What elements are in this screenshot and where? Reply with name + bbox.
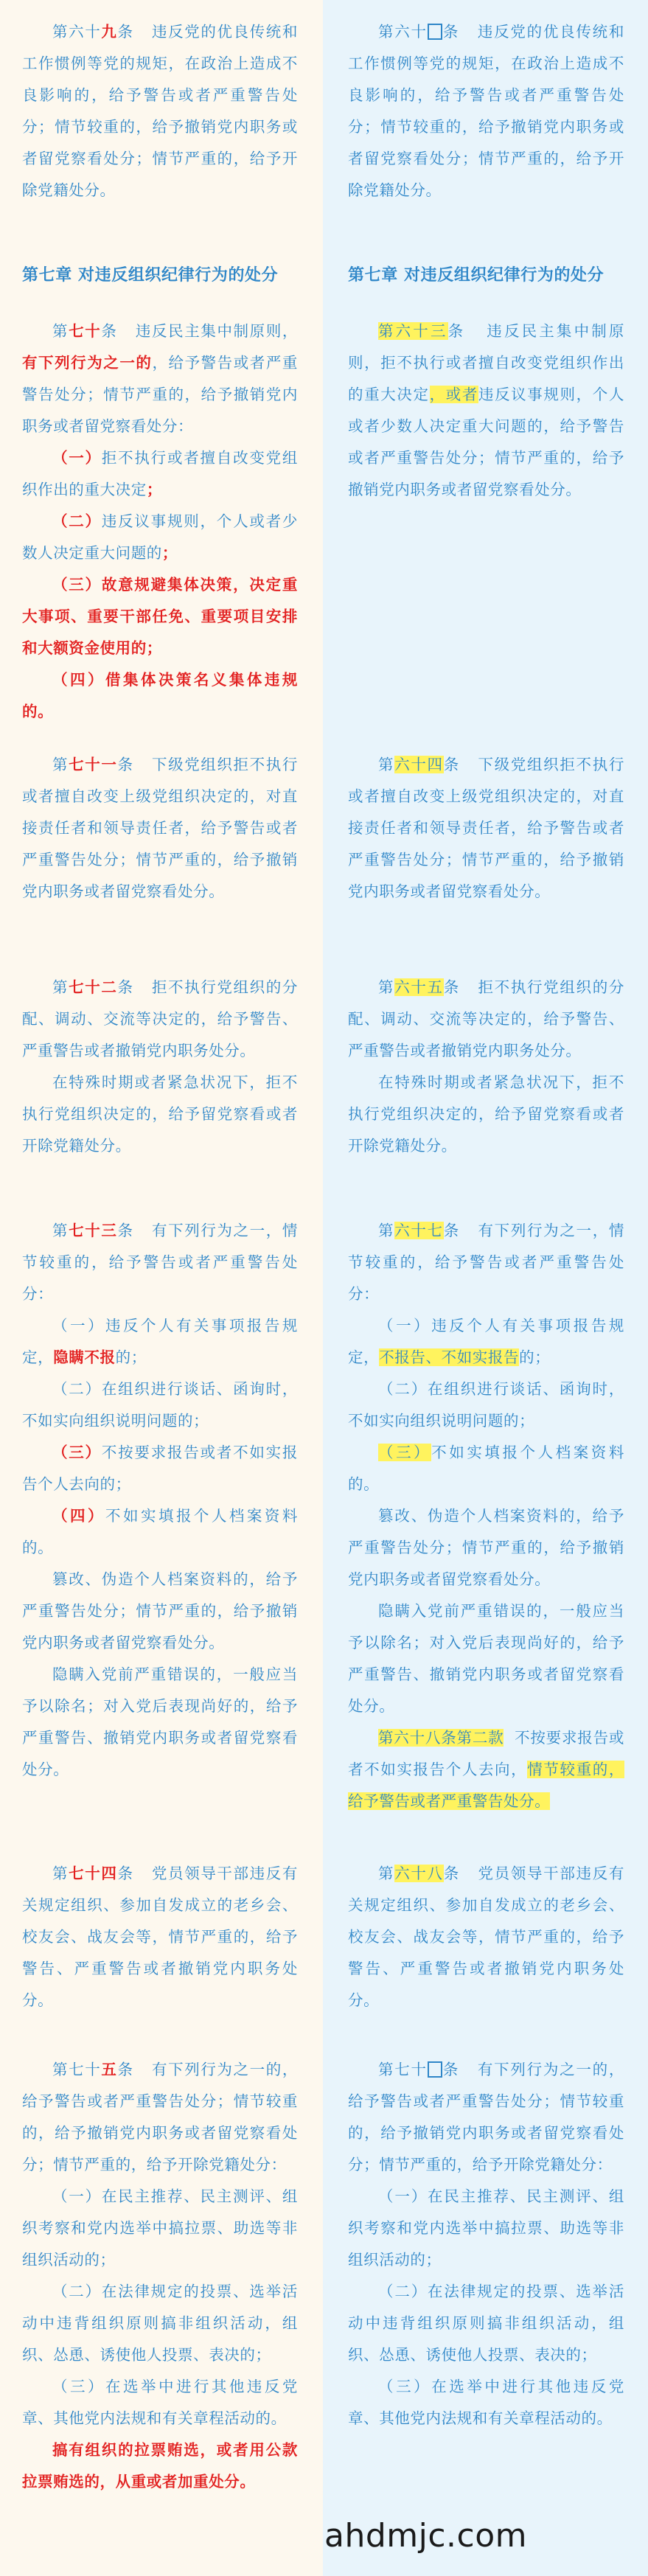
left-article-71: 第七十一条 下级党组织拒不执行或者擅自改变上级党组织决定的，对直接责任者和领导责任者，给予警告或者严重警告处分；情节严重的，给予撤销党内职务或者留党察看处分。 [22,756,298,900]
highlighted-text: ，或者 [429,386,478,403]
article-number: 第六十 [52,23,102,41]
chapter-title: 第七章 对违反组织纪律行为的处分 [348,266,605,285]
article-text: 违反党的优良传统和工作惯例等党的规矩，在政治上造成不良影响的，给予警告或者严重警告处分；情节较重的，给予撤销党内职务或者留党察看处分；情节严重的，给予开除党籍处分。 [22,23,298,199]
added-paragraph: 搞有组织的拉票贿选，或者用公款拉票贿选的，从重或者加重处分。 [22,2441,298,2490]
left-chapter-heading [22,260,298,292]
watermark: ahdmjc.com [324,2517,528,2555]
right-article-72: 第七十 条 有下列行为之一的，给予警告或者严重警告处分；情节较重的，给予撤销党内职务或者留党察看处分；情节严重的，给予开除党籍处分： （一）在民主推荐、民主测评、组织考察和党内选举中搞拉票、助选等非组织活动的； （二）在法律规定的投票、选举活动中违背组织原则搞非组织活动，组织、怂恿、诱使他人投票、表决的； （三）在选举中进行其他违反党章、其他党内法规和有关章程活动的。 [348,2061,624,2427]
right-article-64: 第六十四条 下级党组织拒不执行或者擅自改变上级党组织决定的，对直接责任者和领导责任者，给予警告或者严重警告处分；情节严重的，给予撤销党内职务或者留党察看处分。 [348,756,624,900]
changed-number-box [428,2061,442,2078]
right-article-65: 第六十五条 拒不执行党组织的分配、调动、交流等决定的，给予警告、严重警告或者撤销党内职务处分。 在特殊时期或者紧急状况下，拒不执行党组织决定的，给予留党察看或者开除党籍处分。 [348,978,624,1155]
article-number-changed: 九 [101,23,118,41]
left-article-70: 第七十条 违反民主集中制原则，有下列行为之一的，给予警告或者严重警告处分；情节严重的，给予撤销党内职务或者留党察看处分： （一）拒不执行或者擅自改变党组织作出的重大决定； （二）违反议事规则，个人或者少数人决定重大问题的； （三）故意规避集体决策，决定重大事项、重要干部任免、重要项目安排和大额资金使用的； （四）借集体决策名义集体违规的。 [22,316,298,728]
right-article-62: 第六十 条 违反党的优良传统和工作惯例等党的规矩，在政治上造成不良影响的，给予警告或者严重警告处分；情节较重的，给予撤销党内职务或者留党察看处分；情节严重的，给予开除党籍处分。 [348,23,624,199]
chapter-title: 第七章 对违反组织纪律行为的处分 [22,266,279,285]
article-number-changed: 七十 [69,322,102,340]
right-chapter-heading [348,260,624,292]
right-article-63: 第六十三条 违反民主集中制原则，拒不执行或者擅自改变党组织作出的重大决定，或者违反议事规则，个人或者少数人决定重大问题的，给予警告或者严重警告处分；情节严重的，给予撤销党内职务或者留党察看处分。 [348,322,624,498]
right-column [323,0,648,2576]
left-article-75: 第七十五条 有下列行为之一的，给予警告或者严重警告处分；情节较重的，给予撤销党内职务或者留党察看处分；情节严重的，给予开除党籍处分： （一）在民主推荐、民主测评、组织考察和党内选举中搞拉票、助选等非组织活动的； （二）在法律规定的投票、选举活动中违背组织原则搞非组织活动，组织、怂恿、诱使他人投票、表决的； （三）在选举中进行其他违反党章、其他党内法规和有关章程活动的。 搞有组织的拉票贿选，或者用公款拉票贿选的，从重或者加重处分。 [22,2054,298,2498]
added-item: （三）故意规避集体决策，决定重大事项、重要干部任免、重要项目安排和大额资金使用的； [22,576,298,657]
added-text: 有下列行为之一的 [22,354,153,372]
left-article-72: 第七十二条 拒不执行党组织的分配、调动、交流等决定的，给予警告、严重警告或者撤销党内职务处分。 在特殊时期或者紧急状况下，拒不执行党组织决定的，给予留党察看或者开除党籍处分。 [22,978,298,1155]
changed-number-box [428,24,442,40]
highlighted-number: 第六十三 [378,322,448,340]
left-column [0,0,323,2576]
right-article-68: 第六十八条 党员领导干部违反有关规定组织、参加自发成立的老乡会、校友会、战友会等，情节严重的，给予警告、严重警告或者撤销党内职务处分。 [348,1865,624,2009]
left-article-74: 第七十四条 党员领导干部违反有关规定组织、参加自发成立的老乡会、校友会、战友会等，情节严重的，给予警告、严重警告或者撤销党内职务处分。 [22,1865,298,2009]
added-item: （四）借集体决策名义集体违规的。 [22,671,298,720]
left-article-73: 第七十三条 有下列行为之一，情节较重的，给予警告或者严重警告处分： （一）违反个人有关事项报告规定，隐瞒不报的； （二）在组织进行谈话、函询时，不如实向组织说明问题的； （三）不按要求报告或者不如实报告个人去向的； （四）不如实填报个人档案资料的。 篡改、伪造个人档案资料的，给予严重警告处分；情节严重的，给予撤销党内职务或者留党察看处分。 隐瞒入党前严重错误的，一般应当予以除名；对入党后表现尚好的，给予严重警告、撤销党内职务或者留党察看处分。 [22,1222,298,1778]
right-article-67: 第六十七条 有下列行为之一，情节较重的，给予警告或者严重警告处分： （一）违反个人有关事项报告规定，不报告、不如实报告的； （二）在组织进行谈话、函询时，不如实向组织说明问题的； （三）不如实填报个人档案资料的。 篡改、伪造个人档案资料的，给予严重警告处分；情节严重的，给予撤销党内职务或者留党察看处分。 隐瞒入党前严重错误的，一般应当予以除名；对入党后表现尚好的，给予严重警告、撤销党内职务或者留党察看处分。 第六十八条第二款 不按要求报告或者不如实报告个人去向，情节较重的，给予警告或者严重警告处分。 [348,1222,624,1810]
left-article-69: 第六十九条 违反党的优良传统和工作惯例等党的规矩，在政治上造成不良影响的，给予警告或者严重警告处分；情节较重的，给予撤销党内职务或者留党察看处分；情节严重的，给予开除党籍处分。 [22,23,298,199]
